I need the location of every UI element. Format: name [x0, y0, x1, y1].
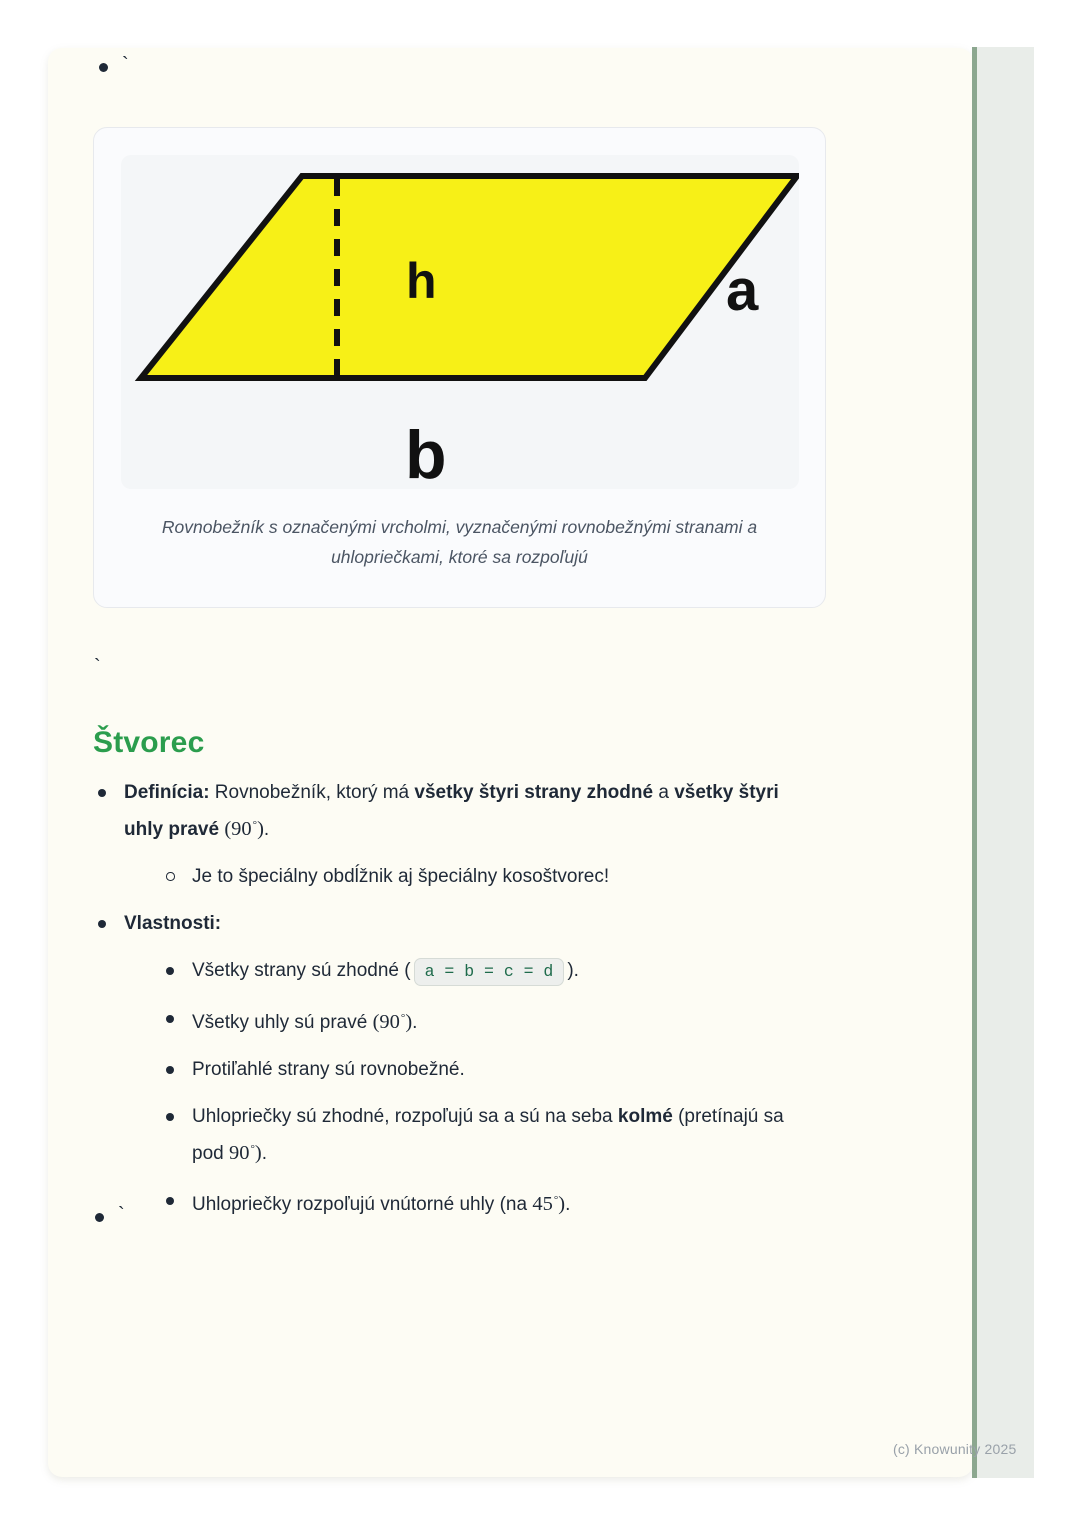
figure-caption: Rovnobežník s označenými vrcholmi, vyznačenými rovnobežnými stranami a uhlopriečkami, ktoré sa rozpoľujú [161, 517, 758, 567]
list-item [161, 1002, 809, 1039]
stray-backtick: ` [94, 656, 101, 678]
list-item-text: Je to špeciálny obdĺžnik aj špeciálny kosoštvorec! [192, 866, 610, 887]
page-edge-panel [977, 47, 1034, 1478]
list-item-text: Protiľahlé strany sú rovnobežné. [192, 1059, 465, 1080]
list-item [93, 776, 809, 893]
list-item [161, 1184, 809, 1221]
list-item-text: Všetky uhly sú pravé (90°). [192, 1011, 418, 1033]
content-lists [93, 776, 809, 1221]
list-item [161, 1053, 809, 1086]
list-item-text: Všetky strany sú zhodné ( a = b = c = d ). [192, 960, 579, 981]
nested-list [161, 860, 809, 893]
label-b: b [405, 417, 447, 489]
figure-card [93, 127, 826, 608]
section-heading: Štvorec [93, 726, 205, 759]
list-item [93, 907, 809, 1221]
list-item [99, 50, 129, 80]
figure-image [121, 155, 799, 489]
parallelogram-shape [141, 176, 797, 378]
label-a: a [726, 258, 759, 323]
list-item-text: Vlastnosti: [124, 913, 222, 934]
bullet-marker [95, 1213, 104, 1222]
parallelogram-figure [121, 155, 799, 489]
nested-list [161, 954, 809, 1221]
list-item [95, 1200, 125, 1230]
list-item-text: Uhlopriečky sú zhodné, rozpoľujú sa a sú na seba kolmé (pretínajú sa pod 90°). [192, 1106, 784, 1164]
list-item-text: Uhlopriečky rozpoľujú vnútorné uhly (na 45°). [192, 1193, 571, 1215]
backtick-text: ` [118, 1204, 125, 1226]
list-item-text: Definícia: Rovnobežník, ktorý má všetky štyri strany zhodné a všetky štyri uhly pravé (90°). [124, 782, 779, 840]
bullet-marker [99, 63, 108, 72]
page-edge-line [972, 47, 977, 1478]
list-item [161, 1100, 809, 1170]
backtick-text: ` [122, 54, 129, 76]
label-h: h [406, 253, 437, 309]
list-item [161, 954, 809, 988]
list-item [161, 860, 809, 893]
properties-list [93, 776, 809, 1221]
footer-copyright: (c) Knowunity 2025 [893, 1441, 1017, 1457]
